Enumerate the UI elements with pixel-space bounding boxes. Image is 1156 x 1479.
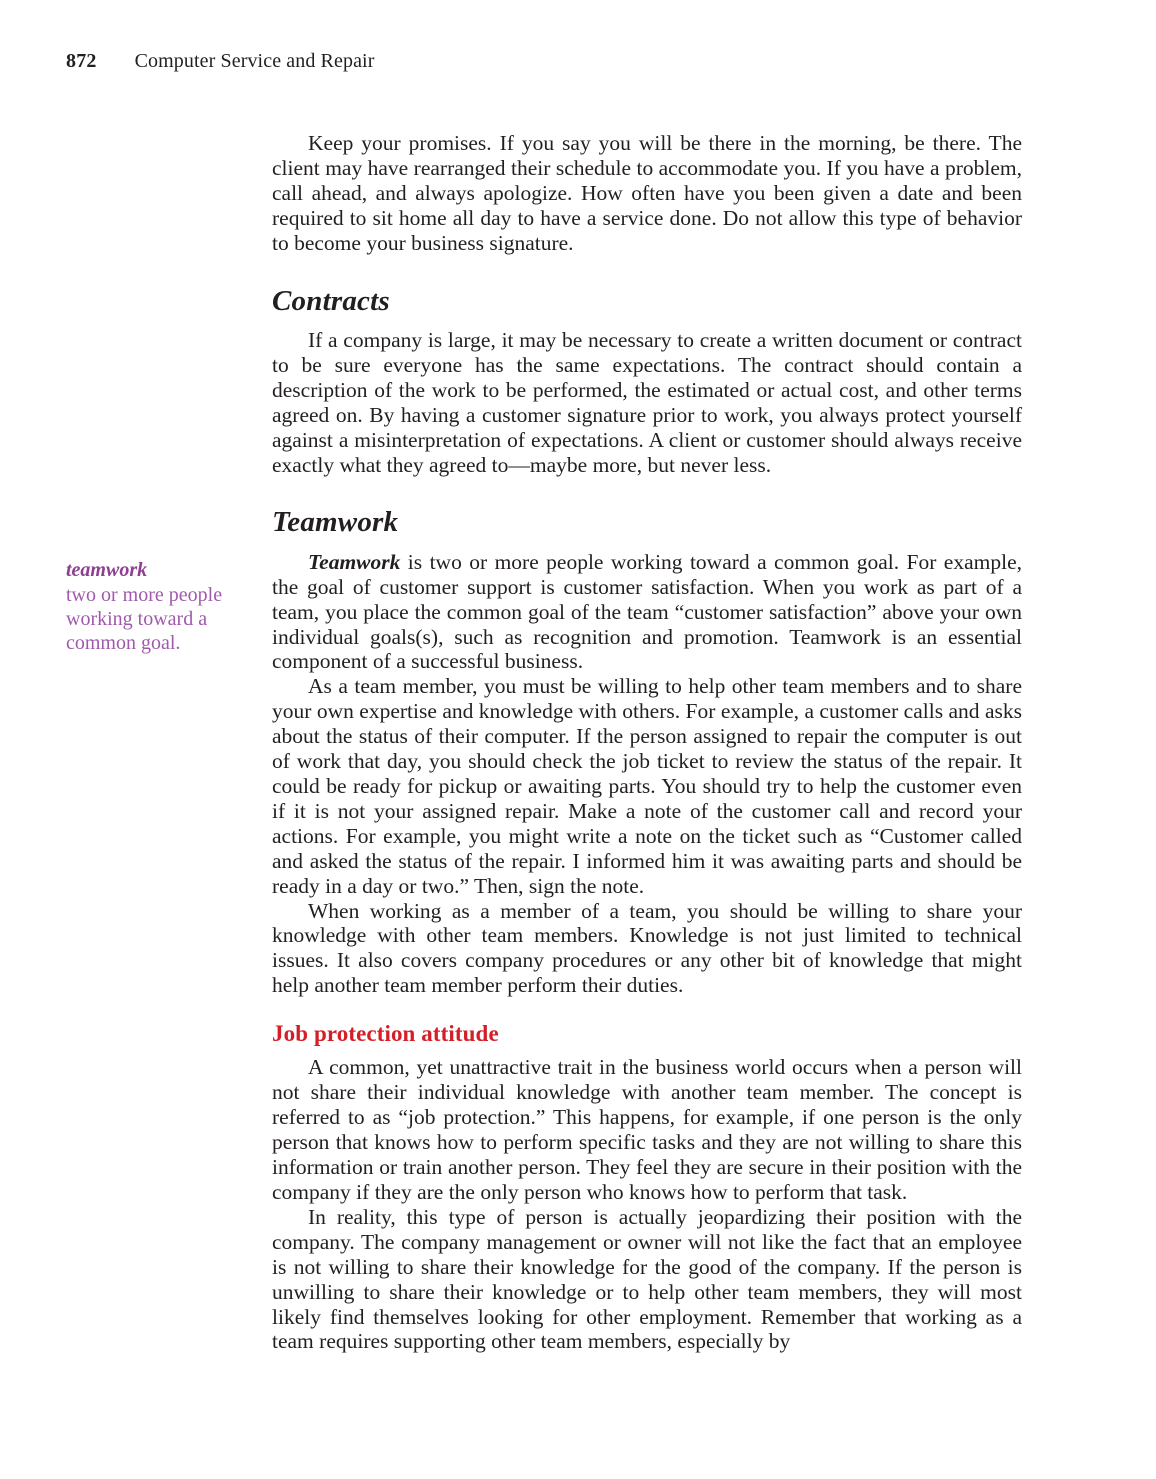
paragraph-contracts: If a company is large, it may be necessary to create a written document or contract to be sure everyone has the same expectations. The contract should contain a description of the work to be performed, the estimated or actual cost, and other terms agreed on. By having a customer signature prior to work, you always protect yourself against a misinterpretation of expectations. A client or customer should always receive exactly what they agreed to—maybe more, but never less. (272, 327, 1022, 477)
paragraph-team-member: As a team member, you must be willing to help other team members and to share your own expertise and knowledge with others. For example, a customer calls and asks about the status of their computer. If the person assigned to repair the computer is out of work that day, you should check the job ticket to review the status of the repair. It could be ready for pickup or awaiting parts. You should try to help the customer even if it is not your assigned repair. Make a note of the customer call and record your actions. For example, you might write a note on the ticket such as “Customer called and asked the status of the repair. I informed him it was awaiting parts and should be ready in a day or two.” Then, sign the note. (272, 674, 1022, 898)
inline-term-teamwork: Teamwork (308, 549, 401, 574)
heading-job-protection-attitude: Job protection attitude (272, 1021, 499, 1047)
glossary-definition: two or more people working toward a common goal. (66, 584, 223, 654)
running-head (66, 50, 374, 73)
heading-contracts: Contracts (272, 284, 390, 317)
paragraph-teamwork-definition (272, 550, 1022, 675)
margin-glossary-note (66, 558, 251, 655)
paragraph-sharing-knowledge: When working as a member of a team, you should be willing to share your knowledge with other team members. Knowledge is not just limited to technical issues. It also covers company procedures or any other bit of knowledge that might help another team member perform their duties. (272, 898, 1022, 998)
paragraph-teamwork-body: is two or more people working toward a common goal. For example, the goal of customer support is customer satisfaction. When you work as part of a team, you place the common goal of the team “customer satisfaction” above your own individual goals(s), such as recognition and promotion. Teamwork is an essential component of a successful business. (272, 549, 1022, 674)
heading-teamwork: Teamwork (272, 506, 399, 539)
paragraph-job-protection-1: A common, yet unattractive trait in the business world occurs when a person will not share their individual knowledge with another team member. The concept is referred to as “job protection.” This happens, for example, if one person is the only person that knows how to perform specific tasks and they are not willing to share this information or train another person. They feel they are secure in their position with the company if they are the only person who knows how to perform that task. (272, 1055, 1022, 1204)
main-text-column (272, 131, 1022, 1354)
page-number: 872 (66, 50, 97, 72)
running-title: Computer Service and Repair (134, 50, 375, 72)
paragraph-job-protection-2: In reality, this type of person is actually jeopardizing their position with the company. The company management or owner will not like the fact that an employee is not willing to share their knowledge for the good of the company. If the person is unwilling to share their knowledge or to help other team members, they will most likely find themselves looking for other employment. Remember that working as a team requires supporting other team members, especially by (272, 1204, 1022, 1354)
paragraph-keep-promises: Keep your promises. If you say you will be there in the morning, be there. The client may have rearranged their schedule to accommodate you. If you have a problem, call ahead, and always apologize. How often have you been given a date and been required to sit home all day to have a service done. Do not allow this type of behavior to become your business signature. (272, 131, 1022, 255)
glossary-term: teamwork (66, 559, 148, 581)
